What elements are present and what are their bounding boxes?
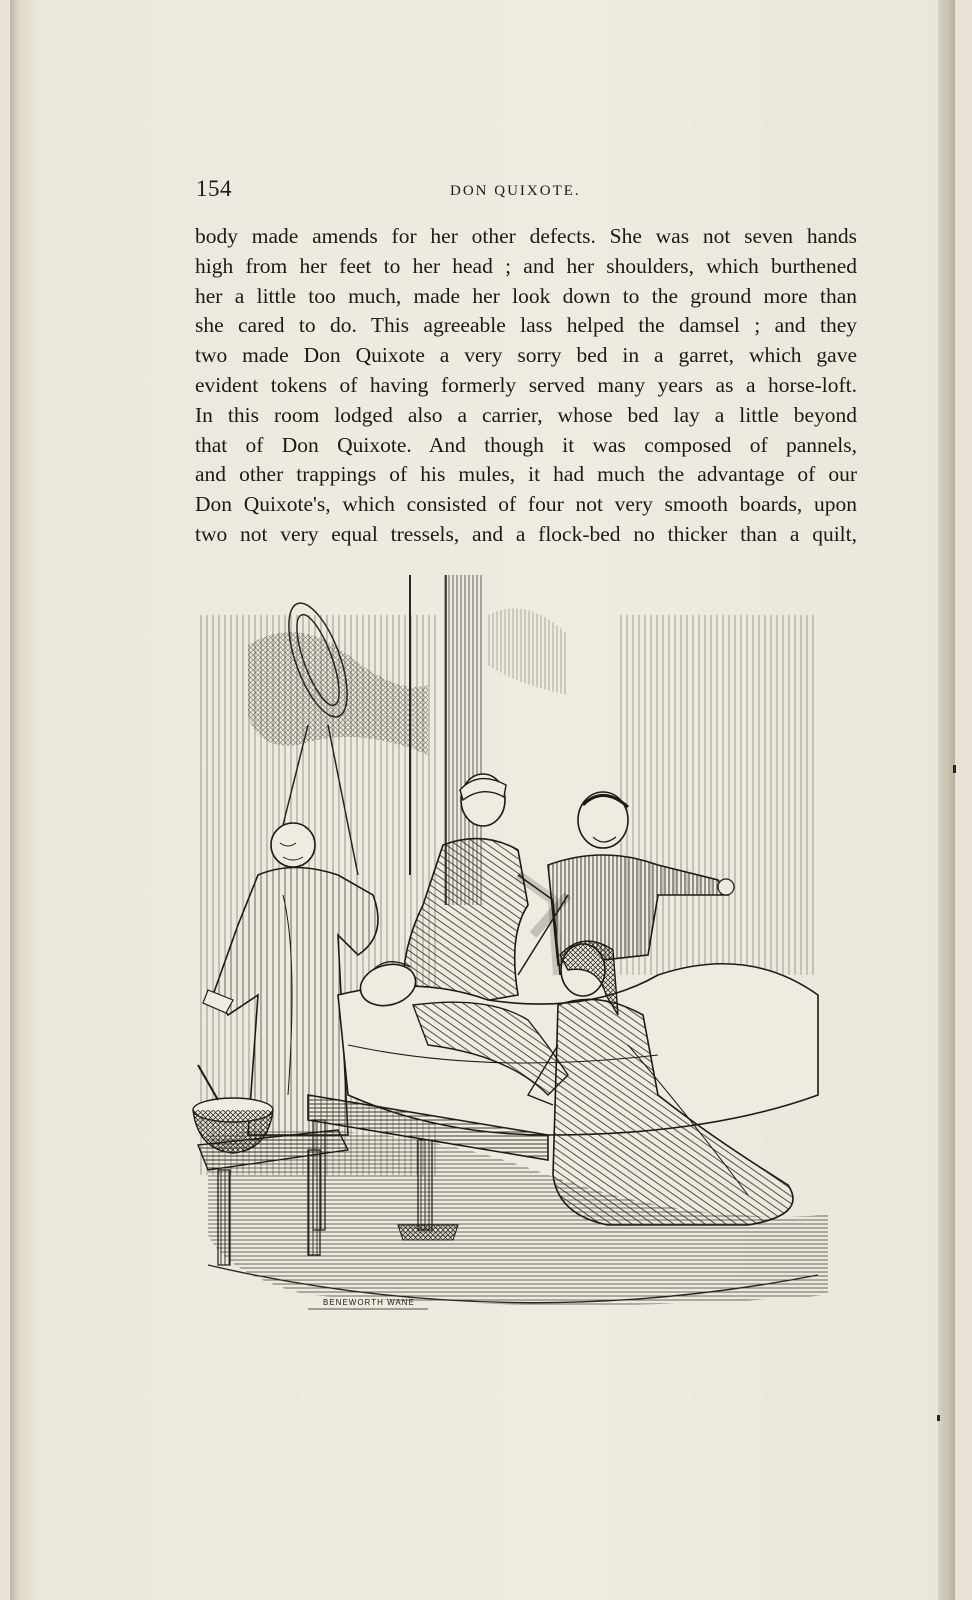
page-edge [938, 0, 955, 1600]
running-head [10, 176, 955, 206]
margin-mark [937, 1415, 940, 1421]
text-line: high from her feet to her head ; and her shoulders, which burthened [195, 253, 857, 278]
text-line: In this room lodged also a carrier, whose bed lay a little beyond [195, 402, 857, 427]
gutter-shadow [10, 0, 20, 1600]
text-line: body made amends for her other defects. She was not seven hands [195, 224, 857, 248]
text-line: evident tokens of having formerly served many years as a horse-loft. [195, 372, 857, 397]
page-number: 154 [196, 176, 232, 201]
text-line: two not very equal tressels, and a flock-bed no thicker than a quilt, [195, 521, 857, 546]
text-line: Don Quixote's, which consisted of four not very smooth boards, upon [195, 492, 857, 517]
engraving-illustration [188, 575, 838, 1335]
running-title: DON QUIXOTE. [450, 183, 581, 199]
book-page [10, 0, 955, 1600]
text-line: she cared to do. This agreeable lass helped the damsel ; and they [195, 313, 857, 338]
engraver-signature: BENEWORTH WANE [323, 1298, 415, 1307]
text-line: and other trappings of his mules, it had much the advantage of our [195, 462, 857, 487]
margin-mark [953, 765, 956, 773]
text-line: her a little too much, made her look down to the ground more than [195, 283, 857, 308]
text-line: that of Don Quixote. And though it was composed of pannels, [195, 432, 857, 457]
body-text [195, 222, 857, 550]
text-line: two made Don Quixote a very sorry bed in a garret, which gave [195, 343, 857, 368]
